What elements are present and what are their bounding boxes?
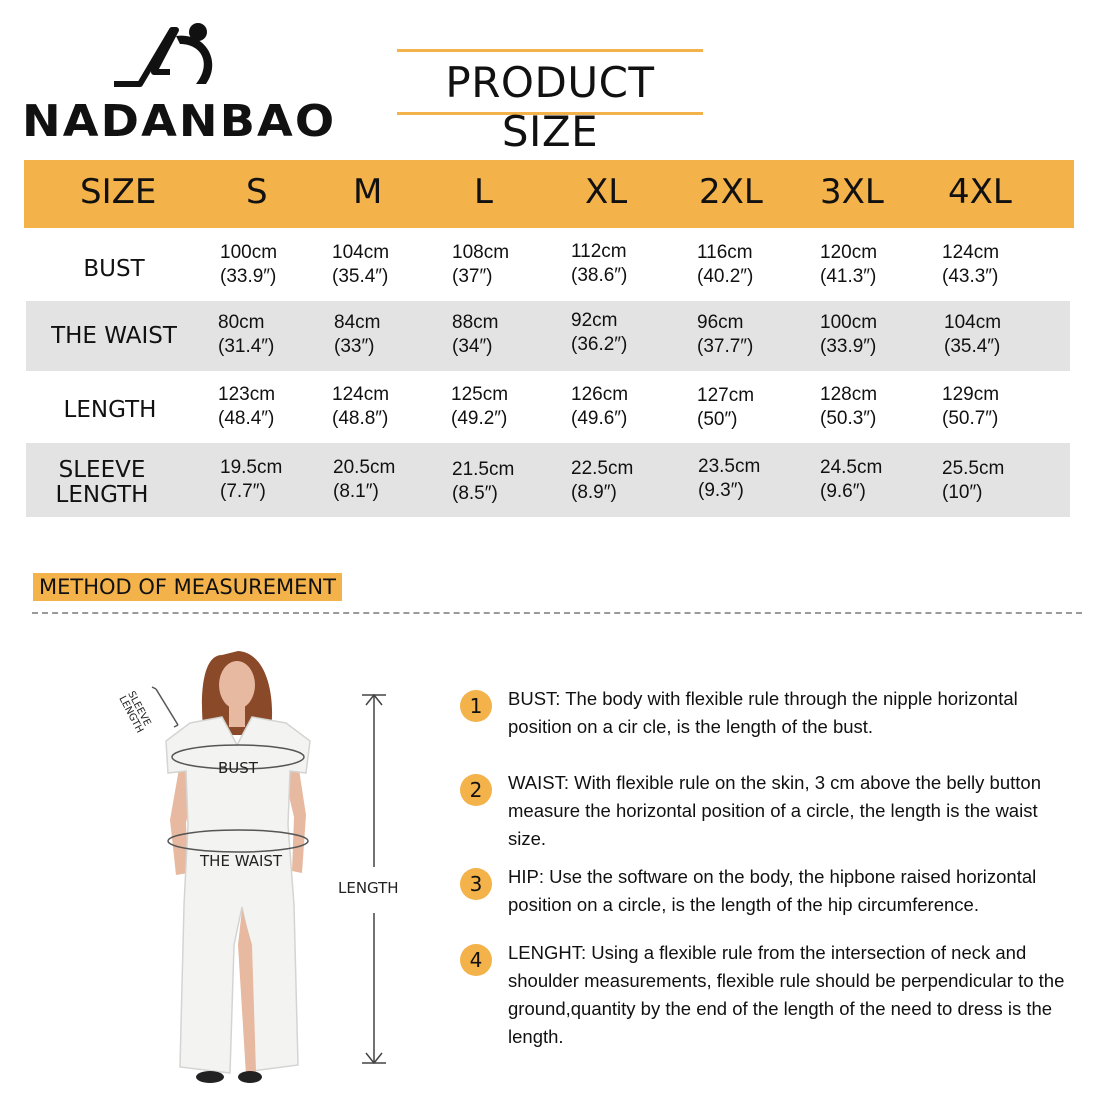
cell-waist-xl: 92cm (36.2″)	[571, 310, 628, 355]
cell-length-3xl: 128cm (50.3″)	[820, 384, 878, 429]
sleeve-length-label: SLEEVE LENGTH	[116, 689, 153, 736]
header-size-3xl: 3XL	[820, 172, 884, 212]
step-number-badge: 1	[460, 690, 492, 722]
cell-length-s: 123cm (48.4″)	[218, 384, 276, 429]
cell-bust-2xl: 116cm (40.2″)	[697, 242, 754, 287]
cell-waist-2xl: 96cm (37.7″)	[697, 312, 754, 357]
header-size-s: S	[246, 172, 268, 212]
cell-length-l: 125cm (49.2″)	[451, 384, 509, 429]
bust-label: BUST	[218, 759, 258, 777]
brand-logo	[22, 22, 337, 147]
header-size-4xl: 4XL	[948, 172, 1012, 212]
cell-bust-m: 104cm (35.4″)	[332, 242, 390, 287]
cell-waist-m: 84cm (33″)	[334, 312, 381, 357]
instruction-text: HIP: Use the software on the body, the hipbone raised horizontal position on a circle, is the length of the hip circumference.	[508, 866, 1037, 915]
header-size-l: L	[474, 172, 493, 212]
cell-sleeve-4xl: 25.5cm (10″)	[942, 458, 1005, 503]
cell-waist-4xl: 104cm (35.4″)	[944, 312, 1002, 357]
step-number-badge: 2	[460, 774, 492, 806]
waist-label: THE WAIST	[200, 852, 283, 870]
row-label-sleeve-length: SLEEVE LENGTH	[55, 457, 149, 508]
header-size-m: M	[353, 172, 383, 212]
method-heading: METHOD OF MEASUREMENT	[33, 573, 342, 601]
dashed-divider	[32, 612, 1082, 614]
cell-bust-s: 100cm (33.9″)	[220, 242, 278, 287]
cell-waist-3xl: 100cm (33.9″)	[820, 312, 878, 357]
dress-model-figure	[116, 645, 420, 1085]
instruction-text: WAIST: With flexible rule on the skin, 3 cm above the belly button measure the horizontal position of a circle, the length is the waist size.	[508, 772, 1041, 849]
row-label-length: LENGTH	[63, 397, 157, 423]
length-label: LENGTH	[338, 879, 399, 897]
cell-sleeve-xl: 22.5cm (8.9″)	[571, 458, 634, 503]
header-size-2xl: 2XL	[699, 172, 763, 212]
cell-length-2xl: 127cm (50″)	[697, 385, 755, 430]
cell-bust-l: 108cm (37″)	[452, 242, 510, 287]
cell-bust-3xl: 120cm (41.3″)	[820, 242, 878, 287]
cell-sleeve-2xl: 23.5cm (9.3″)	[698, 456, 761, 501]
cell-sleeve-3xl: 24.5cm (9.6″)	[820, 457, 883, 502]
step-number-badge: 3	[460, 868, 492, 900]
instruction-text: BUST: The body with flexible rule through the nipple horizontal position on a cir cle, is the length of the bust.	[508, 688, 1018, 737]
cell-waist-l: 88cm (34″)	[452, 312, 499, 357]
cell-sleeve-s: 19.5cm (7.7″)	[220, 457, 283, 502]
cell-sleeve-l: 21.5cm (8.5″)	[452, 459, 515, 504]
cell-bust-xl: 112cm (38.6″)	[571, 241, 628, 286]
table-row-sleeve-length	[26, 443, 1070, 517]
header-size-label: SIZE	[80, 172, 157, 212]
table-row-waist	[26, 301, 1070, 371]
cell-sleeve-m: 20.5cm (8.1″)	[333, 457, 396, 502]
cell-bust-4xl: 124cm (43.3″)	[942, 242, 1000, 287]
title-bar	[397, 49, 703, 156]
brand-logo-mark	[110, 22, 250, 102]
brand-name: NADANBAO	[22, 96, 337, 147]
table-row-length	[26, 373, 1070, 441]
instruction-text: LENGHT: Using a flexible rule from the intersection of neck and shoulder measurements, flexible rule should be perpendicular to the ground,quantity by the end of the length of the need to dress is the length.	[508, 942, 1065, 1047]
cell-length-xl: 126cm (49.6″)	[571, 384, 629, 429]
header-size-xl: XL	[585, 172, 628, 212]
cell-length-4xl: 129cm (50.7″)	[942, 384, 1000, 429]
page-title: PRODUCT SIZE	[445, 58, 655, 156]
step-number-badge: 4	[460, 944, 492, 976]
table-row-bust	[26, 230, 1070, 298]
row-label-bust: BUST	[83, 256, 145, 282]
row-label-waist: THE WAIST	[51, 323, 177, 349]
size-table-header	[24, 160, 1074, 228]
cell-waist-s: 80cm (31.4″)	[218, 312, 275, 357]
cell-length-m: 124cm (48.8″)	[332, 384, 390, 429]
